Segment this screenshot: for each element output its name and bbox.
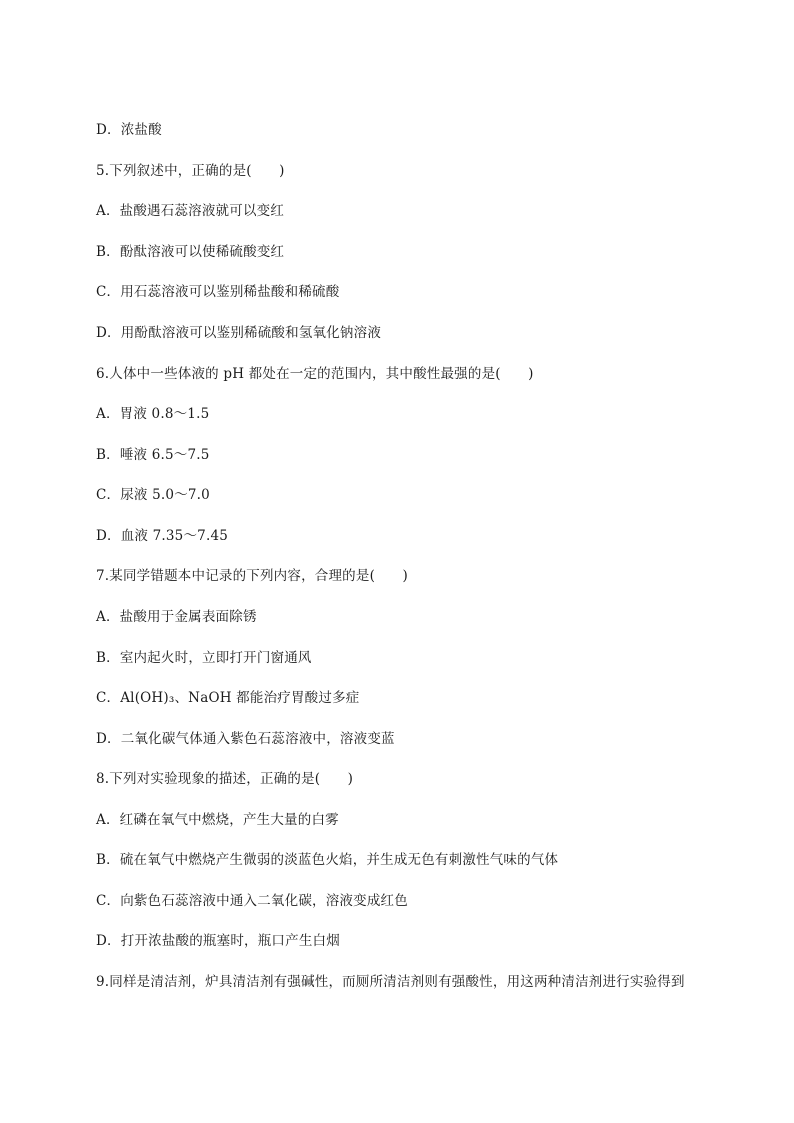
q8-option-c: C．向紫色石蕊溶液中通入二氧化碳，溶液变成红色 bbox=[96, 893, 408, 909]
q6-stem: 6.人体中一些体液的 pH 都处在一定的范围内，其中酸性最强的是( ) bbox=[96, 366, 534, 382]
q5-stem: 5.下列叙述中，正确的是( ) bbox=[96, 163, 285, 179]
q9-stem: 9.同样是清洁剂，炉具清洁剂有强碱性，而厕所清洁剂则有强酸性，用这两种清洁剂进行实验得到 bbox=[96, 974, 685, 990]
q8-option-b: B．硫在氧气中燃烧产生微弱的淡蓝色火焰，并生成无色有刺激性气味的气体 bbox=[96, 852, 559, 868]
q7-stem: 7.某同学错题本中记录的下列内容，合理的是( ) bbox=[96, 568, 408, 584]
q5-option-d: D．用酚酞溶液可以鉴别稀硫酸和氢氧化钠溶液 bbox=[96, 325, 382, 341]
q8-option-a: A．红磷在氧气中燃烧，产生大量的白雾 bbox=[96, 812, 339, 828]
q7-option-a: A．盐酸用于金属表面除锈 bbox=[96, 609, 257, 625]
q7-option-d: D．二氧化碳气体通入紫色石蕊溶液中，溶液变蓝 bbox=[96, 731, 395, 747]
q8-option-d: D．打开浓盐酸的瓶塞时，瓶口产生白烟 bbox=[96, 933, 340, 949]
q5-option-b: B．酚酞溶液可以使稀硫酸变红 bbox=[96, 244, 285, 260]
q6-option-c: C．尿液 5.0～7.0 bbox=[96, 487, 210, 503]
q8-stem: 8.下列对实验现象的描述，正确的是( ) bbox=[96, 771, 354, 787]
q5-option-c: C．用石蕊溶液可以鉴别稀盐酸和稀硫酸 bbox=[96, 284, 340, 300]
q5-option-a: A．盐酸遇石蕊溶液就可以变红 bbox=[96, 203, 285, 219]
q6-option-a: A．胃液 0.8～1.5 bbox=[96, 406, 210, 422]
q6-option-b: B．唾液 6.5～7.5 bbox=[96, 447, 210, 463]
q4-option-d: D．浓盐酸 bbox=[96, 122, 162, 138]
q6-option-d: D．血液 7.35～7.45 bbox=[96, 528, 229, 544]
q7-option-b: B．室内起火时，立即打开门窗通风 bbox=[96, 650, 312, 666]
q7-option-c: C．Al(OH)₃、NaOH 都能治疗胃酸过多症 bbox=[96, 690, 360, 706]
